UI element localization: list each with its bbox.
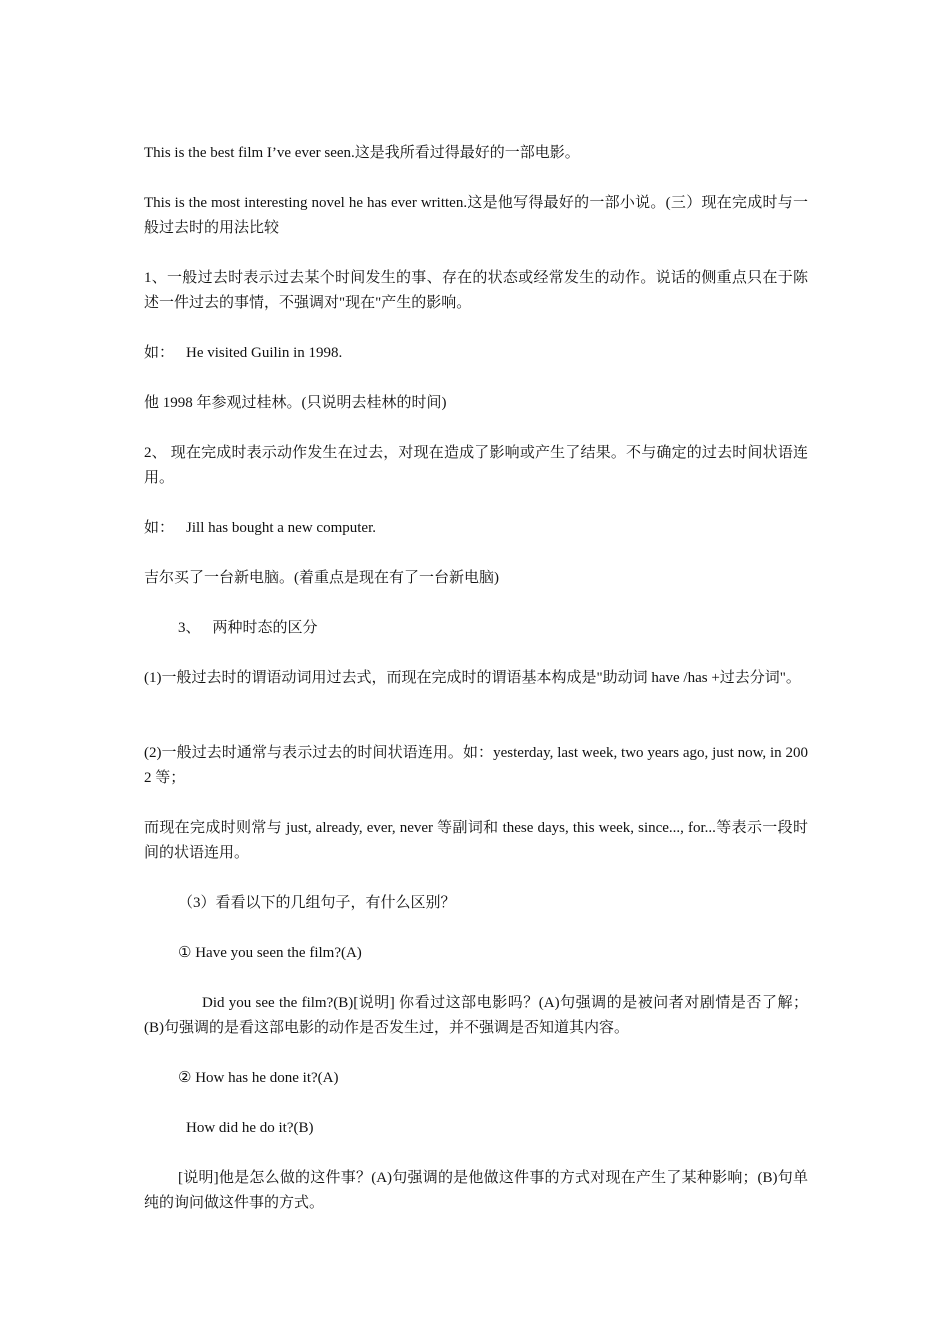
paragraph-example-done-b: How did he do it?(B) <box>186 1120 314 1136</box>
paragraph-guilin-translation: 他 1998 年参观过桂林。(只说明去桂林的时间) <box>144 395 447 411</box>
paragraph-present-perfect-adverbs: 而现在完成时则常与 just, already, ever, never 等副词和 these days, this week, since..., for...等表示一段时间的状语连用。 <box>144 820 808 861</box>
paragraph-example-film-b-explanation: Did you see the film?(B)[说明] 你看过这部电影吗？(A)句强调的是被问者对剧情是否了解；(B)句强调的是看这部电影的动作是否发生过，并不强调是否知道其内容。 <box>144 995 808 1036</box>
paragraph-done-explanation: [说明]他是怎么做的这件事？(A)句强调的是他做这件事的方式对现在产生了某种影响；(B)句单纯的询问做这件事的方式。 <box>144 1170 808 1211</box>
example-sentence: He visited Guilin in 1998. <box>186 345 343 361</box>
paragraph-tense-distinction-heading <box>178 616 808 641</box>
paragraph-distinction-2: (2)一般过去时通常与表示过去的时间状语连用。如：yesterday, last week, two years ago, just now, in 2002 等； <box>144 745 808 786</box>
paragraph-distinction-1: (1)一般过去时的谓语动词用过去式，而现在完成时的谓语基本构成是"助动词 have /has +过去分词"。 <box>144 670 801 686</box>
section-title: 两种时态的区分 <box>212 620 318 636</box>
example-sentence: Jill has bought a new computer. <box>186 520 376 536</box>
paragraph-interesting-novel: This is the most interesting novel he has ever written.这是他写得最好的一部小说。(三）现在完成时与一般过去时的用法比较 <box>144 195 808 236</box>
paragraph-computer-translation: 吉尔买了一台新电脑。(着重点是现在有了一台新电脑) <box>144 570 499 586</box>
paragraph-example-film-a: ① Have you seen the film?(A) <box>178 945 362 961</box>
paragraph-best-film: This is the best film I’ve ever seen.这是我所看过得最好的一部电影。 <box>144 145 580 161</box>
paragraph-compare-sentences-heading: （3）看看以下的几组句子，有什么区别？ <box>178 895 456 911</box>
paragraph-present-perfect-definition: 2、 现在完成时表示动作发生在过去，对现在造成了影响或产生了结果。不与确定的过去时间状语连用。 <box>144 445 808 486</box>
section-number: 3、 <box>178 620 201 636</box>
paragraph-example-done-a: ② How has he done it?(A) <box>178 1070 339 1086</box>
example-label: 如： <box>144 520 175 536</box>
paragraph-simple-past-definition: 1、一般过去时表示过去某个时间发生的事、存在的状态或经常发生的动作。说话的侧重点只在于陈述一件过去的事情，不强调对"现在"产生的影响。 <box>144 270 808 311</box>
example-label: 如： <box>144 345 175 361</box>
paragraph-example-computer <box>144 516 808 541</box>
paragraph-example-guilin <box>144 341 808 366</box>
